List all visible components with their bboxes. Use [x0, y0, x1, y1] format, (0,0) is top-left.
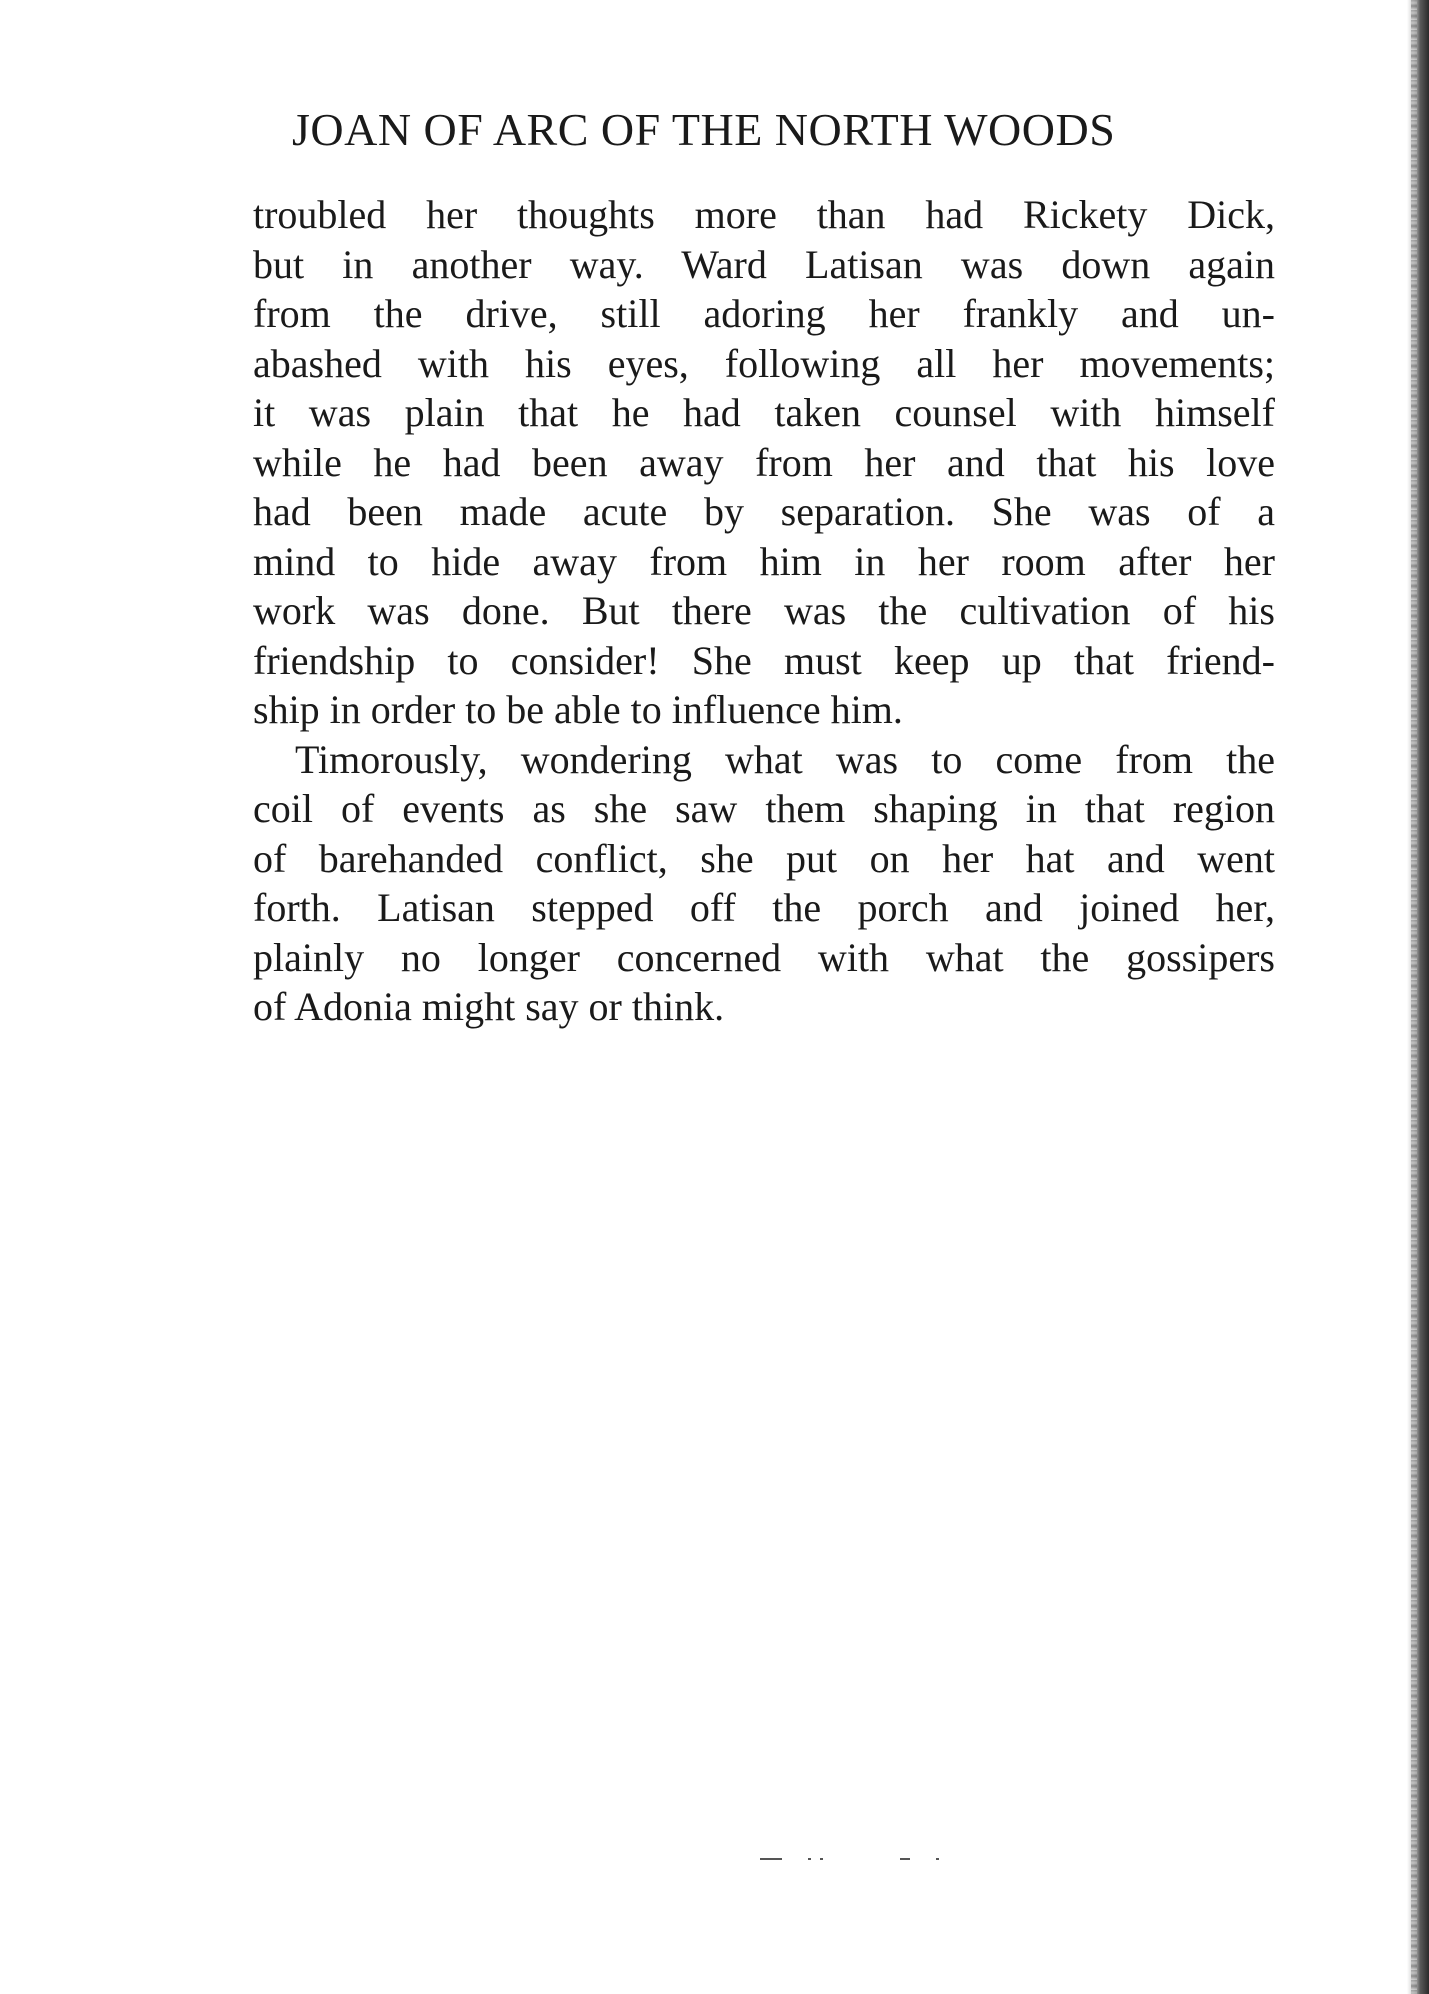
text-line: troubled her thoughts more than had Rickety Dick,	[253, 192, 1275, 237]
text-line: but in another way. Ward Latisan was down again	[253, 241, 1275, 287]
text-line: while he had been away from her and that his love	[253, 439, 1275, 485]
body-text	[253, 190, 1275, 1032]
running-head: JOAN OF ARC OF THE NORTH WOODS	[292, 104, 1116, 155]
speck	[760, 1858, 782, 1860]
text-line: plainly no longer concerned with what the gossipers	[253, 934, 1275, 980]
text-line: ship in order to be able to influence him.	[253, 687, 903, 732]
text-line: friendship to consider! She must keep up that friend-	[253, 637, 1275, 683]
page-edge-shadow	[1407, 0, 1429, 1994]
speck	[820, 1858, 823, 1860]
print-specks	[760, 1858, 960, 1864]
text-line: mind to hide away from him in her room after her	[253, 538, 1275, 584]
text-line: from the drive, still adoring her frankly and un-	[253, 291, 1275, 336]
text-line: Timorously, wondering what was to come from the	[295, 736, 1275, 782]
speck	[900, 1858, 910, 1860]
text-line: forth. Latisan stepped off the porch and joined her,	[253, 885, 1275, 930]
speck	[936, 1858, 939, 1860]
text-line: of barehanded conflict, she put on her hat and went	[253, 835, 1275, 881]
text-line: abashed with his eyes, following all her movements;	[253, 340, 1275, 386]
text-line: of Adonia might say or think.	[253, 984, 725, 1029]
speck	[808, 1858, 811, 1860]
text-line: coil of events as she saw them shaping in that region	[253, 786, 1275, 831]
text-line: it was plain that he had taken counsel with himself	[253, 390, 1275, 435]
text-line: had been made acute by separation. She was of a	[253, 489, 1275, 534]
text-line: work was done. But there was the cultivation of his	[253, 588, 1275, 633]
